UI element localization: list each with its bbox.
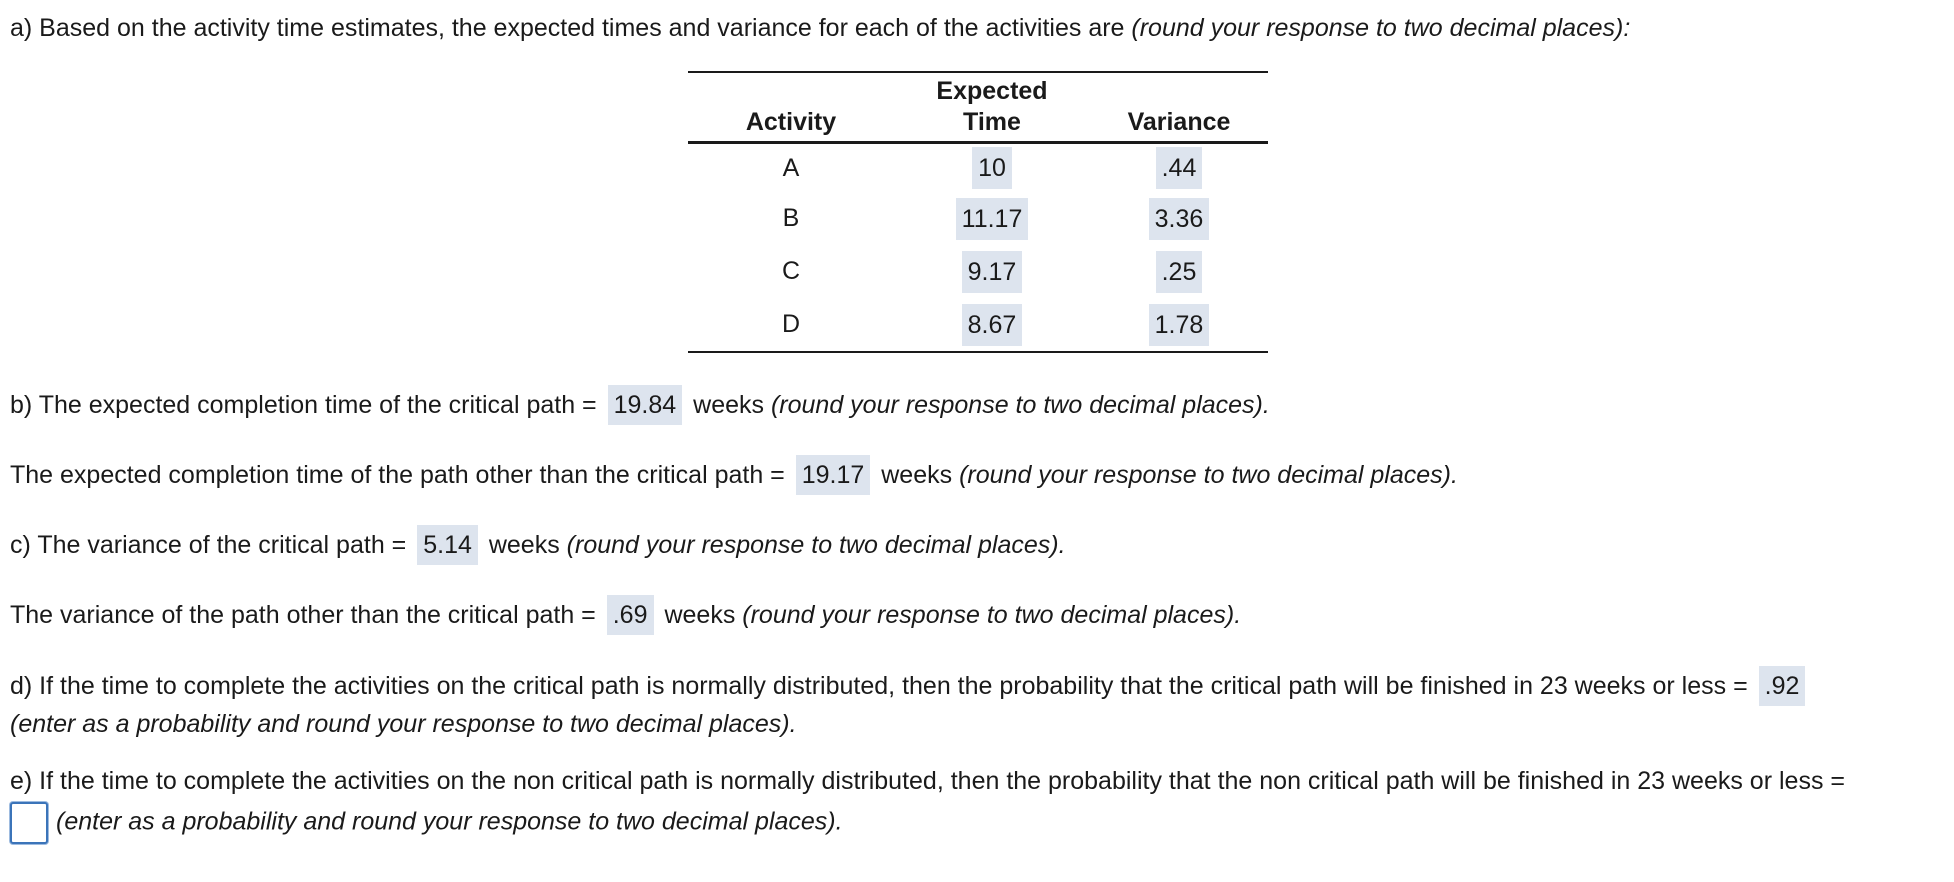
part-b2-unit: weeks	[881, 461, 953, 489]
part-c2-note: (round your response to two decimal places).	[742, 601, 1242, 629]
part-c-text: c) The variance of the critical path =	[10, 531, 407, 559]
critical-path-time-answer[interactable]: 19.84	[608, 385, 683, 425]
part-b-unit: weeks	[693, 391, 765, 419]
header-activity: Activity	[688, 72, 894, 143]
header-expected-line2: Time	[963, 108, 1021, 136]
part-d-text: d) If the time to complete the activities on the critical path is normally distributed, then the probability that the critical path will be finished in 23 weeks or less =	[10, 672, 1748, 700]
variance-answer[interactable]: 1.78	[1149, 304, 1210, 346]
variance-answer[interactable]: .44	[1156, 147, 1203, 189]
part-d-note: (enter as a probability and round your response to two decimal places).	[10, 710, 797, 738]
expected-time-answer[interactable]: 8.67	[962, 304, 1023, 346]
part-c-question	[10, 525, 1066, 565]
table-row	[688, 192, 1268, 245]
part-a-text: a) Based on the activity time estimates, the expected times and variance for each of the activities are	[10, 14, 1125, 42]
table-header-row	[688, 72, 1268, 143]
header-variance: Variance	[1090, 72, 1268, 143]
part-e-question	[10, 762, 1845, 800]
part-a-note: (round your response to two decimal places):	[1131, 14, 1631, 42]
part-c2-question	[10, 595, 1241, 635]
part-a-question	[10, 9, 1630, 47]
expected-time-answer[interactable]: 9.17	[962, 251, 1023, 293]
part-b-note: (round your response to two decimal places).	[770, 391, 1270, 419]
part-b-text: b) The expected completion time of the critical path =	[10, 391, 597, 419]
activity-cell: C	[781, 257, 801, 285]
part-b-question	[10, 385, 1270, 425]
activity-cell: A	[782, 153, 800, 182]
activity-cell: D	[781, 310, 801, 338]
critical-path-variance-answer[interactable]: 5.14	[417, 525, 478, 565]
other-path-time-answer[interactable]: 19.17	[796, 455, 871, 495]
table-row	[688, 245, 1268, 298]
variance-answer[interactable]: .25	[1156, 251, 1203, 293]
activity-table	[688, 71, 1268, 353]
part-c2-unit: weeks	[664, 601, 736, 629]
table-row	[688, 298, 1268, 352]
part-c-note: (round your response to two decimal places).	[566, 531, 1066, 559]
critical-path-probability-answer[interactable]: .92	[1759, 666, 1806, 706]
part-e-answer-line	[10, 802, 843, 844]
other-path-variance-answer[interactable]: .69	[607, 595, 654, 635]
part-b2-note: (round your response to two decimal places).	[959, 461, 1458, 489]
activity-cell: B	[782, 204, 800, 232]
part-b2-text: The expected completion time of the path other than the critical path =	[10, 461, 785, 489]
non-critical-probability-input[interactable]	[10, 802, 48, 844]
expected-time-answer[interactable]: 11.17	[956, 198, 1029, 240]
part-e-note: (enter as a probability and round your response to two decimal places).	[56, 807, 843, 836]
part-c-unit: weeks	[488, 531, 560, 559]
part-e-text: e) If the time to complete the activities on the non critical path is normally distributed, then the probability that the non critical path will be finished in 23 weeks or less =	[10, 767, 1845, 795]
header-expected-line1: Expected	[936, 77, 1048, 105]
part-b2-question	[10, 455, 1458, 495]
table-row	[688, 143, 1268, 193]
part-d-question	[10, 666, 1809, 706]
expected-time-answer[interactable]: 10	[972, 147, 1012, 189]
variance-answer[interactable]: 3.36	[1149, 198, 1210, 240]
part-c2-text: The variance of the path other than the critical path =	[10, 601, 596, 629]
header-expected-time	[894, 72, 1090, 143]
